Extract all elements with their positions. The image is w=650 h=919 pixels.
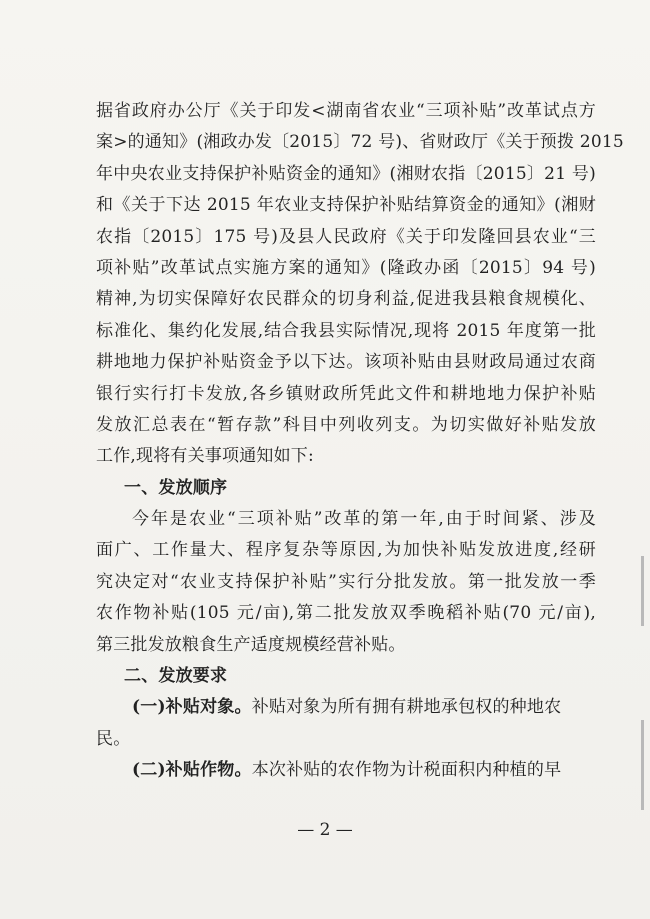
text-line: 今年是农业“三项补贴”改革的第一年,由于时间紧、涉及 (132, 509, 596, 530)
text-line: 第三批发放粮食生产适度规模经营补贴。 (96, 634, 406, 655)
text-line: 工作,现将有关事项通知如下: (96, 446, 314, 467)
text-line: 面广、工作量大、程序复杂等原因,为加快补贴发放进度,经研 (96, 540, 596, 561)
text-line: 银行实行打卡发放,各乡镇财政所凭此文件和耕地地力保护补贴 (96, 383, 596, 404)
text-line: 农指〔2015〕175 号)及县人民政府《关于印发隆回县农业“三 (96, 226, 596, 247)
text-line: 案>的通知》(湘政办发〔2015〕72 号)、省财政厅《关于预拨 2015 (96, 132, 624, 153)
subsidy-crop-item (96, 755, 596, 786)
text-line: 究决定对“农业支持保护补贴”实行分批发放。第一批发放一季 (96, 571, 596, 592)
text-line: 据省政府办公厅《关于印发<湖南省农业“三项补贴”改革试点方 (96, 101, 596, 121)
item-text: 补贴对象为所有拥有耕地承包权的种地农 (251, 697, 562, 718)
text-line: 和《关于下达 2015 年农业支持保护补贴结算资金的通知》(湘财 (96, 195, 596, 216)
document-body (96, 96, 624, 787)
text-line: 农作物补贴(105 元/亩),第二批发放双季晚稻补贴(70 元/亩), (96, 603, 596, 624)
text-line: 发放汇总表在“暂存款”科目中列收列支。为切实做好补贴发放 (96, 414, 596, 435)
text-line: 耕地地力保护补贴资金予以下达。该项补贴由县财政局通过农商 (96, 352, 596, 373)
text-line: 精神,为切实保障好农民群众的切身利益,促进我县粮食规模化、 (96, 289, 596, 310)
scan-edge-mark (641, 556, 644, 626)
item-label: (二)补贴作物。 (132, 760, 252, 781)
item-label: (一)补贴对象。 (132, 697, 252, 718)
section-heading-requirements: 二、发放要求 (124, 666, 228, 687)
text-line: 项补贴”改革试点实施方案的通知》(隆政办函〔2015〕94 号) (96, 257, 596, 278)
text-line: 标准化、集约化发展,结合我县实际情况,现将 2015 年度第一批 (96, 320, 596, 341)
scan-edge-mark (641, 720, 644, 810)
subsidy-target-item (96, 692, 596, 723)
section-heading-order: 一、发放顺序 (124, 477, 228, 498)
text-line: 民。 (96, 728, 131, 749)
page-number: — 2 — (297, 820, 353, 840)
text-line: 年中央农业支持保护补贴资金的通知》(湘财农指〔2015〕21 号) (96, 163, 596, 184)
item-text: 本次补贴的农作物为计税面积内种植的早 (251, 760, 562, 781)
